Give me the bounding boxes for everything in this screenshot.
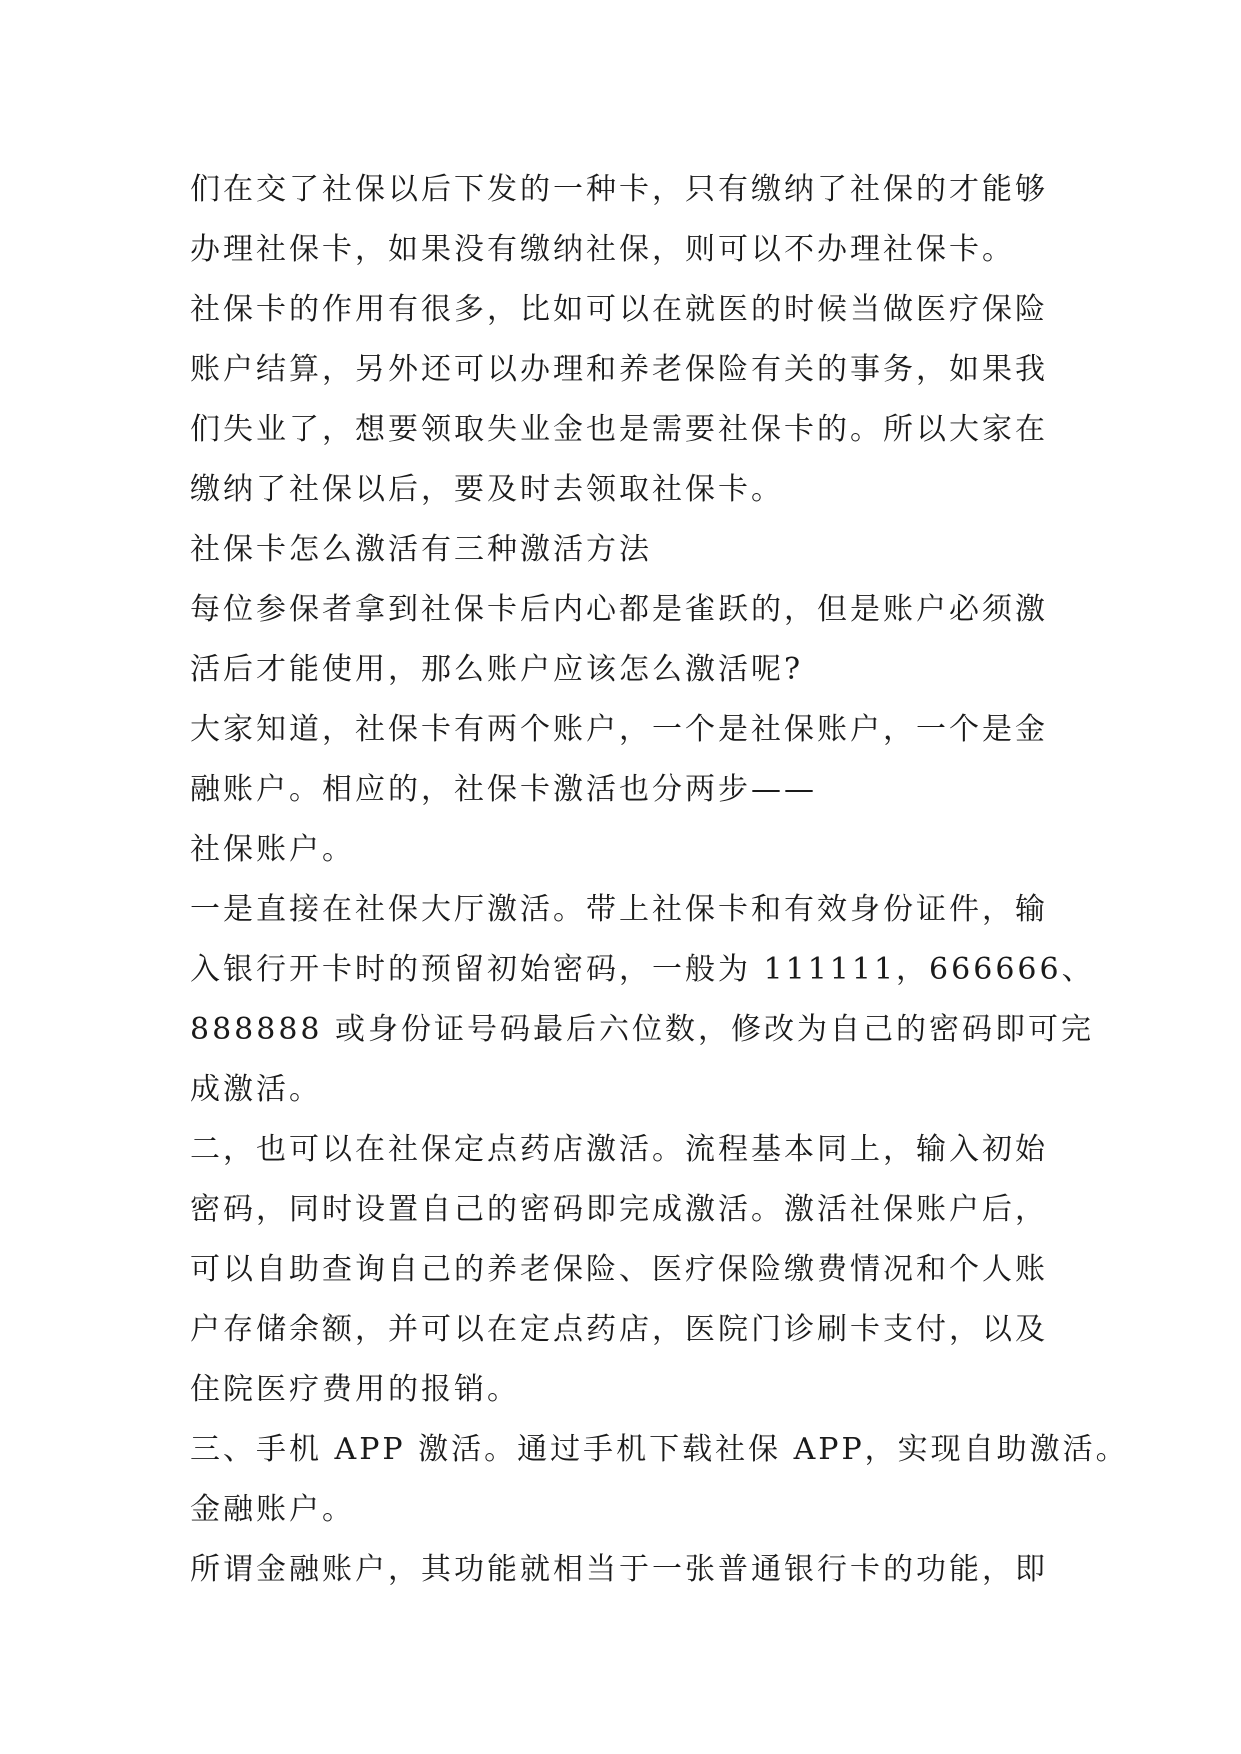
text-line: 入银行开卡时的预留初始密码，一般为 111111，666666、: [190, 952, 1095, 987]
subheading-financial-account: 金融账户。: [190, 1492, 355, 1527]
text-line: 888888 或身份证号码最后六位数，修改为自己的密码即可完: [190, 1012, 1095, 1047]
text-line: 所谓金融账户，其功能就相当于一张普通银行卡的功能，即: [190, 1552, 1048, 1587]
text-line: 活后才能使用，那么账户应该怎么激活呢?: [190, 652, 804, 687]
text-line: 可以自助查询自己的养老保险、医疗保险缴费情况和个人账: [190, 1252, 1048, 1287]
text-line: 缴纳了社保以后，要及时去领取社保卡。: [190, 472, 784, 507]
text-line: 密码，同时设置自己的密码即完成激活。激活社保账户后，: [190, 1192, 1048, 1227]
text-line: 户存储余额，并可以在定点药店，医院门诊刷卡支付，以及: [190, 1312, 1048, 1347]
text-line: 住院医疗费用的报销。: [190, 1372, 520, 1407]
document-body: [190, 160, 1129, 1600]
text-line: 三、手机 APP 激活。通过手机下载社保 APP，实现自助激活。: [190, 1432, 1129, 1467]
text-line: 每位参保者拿到社保卡后内心都是雀跃的，但是账户必须激: [190, 592, 1048, 627]
text-line: 账户结算，另外还可以办理和养老保险有关的事务，如果我: [190, 352, 1048, 387]
text-line: 办理社保卡，如果没有缴纳社保，则可以不办理社保卡。: [190, 232, 1015, 267]
section-heading: 社保卡怎么激活有三种激活方法: [190, 532, 652, 567]
text-line: 一是直接在社保大厅激活。带上社保卡和有效身份证件，输: [190, 892, 1048, 927]
subheading-social-account: 社保账户。: [190, 832, 355, 867]
text-line: 大家知道，社保卡有两个账户，一个是社保账户，一个是金: [190, 712, 1048, 747]
text-line: 们失业了，想要领取失业金也是需要社保卡的。所以大家在: [190, 412, 1048, 447]
text-line: 二，也可以在社保定点药店激活。流程基本同上，输入初始: [190, 1132, 1048, 1167]
text-line: 成激活。: [190, 1072, 322, 1107]
text-line: 们在交了社保以后下发的一种卡，只有缴纳了社保的才能够: [190, 172, 1048, 207]
text-line: 融账户。相应的，社保卡激活也分两步——: [190, 772, 817, 807]
text-line: 社保卡的作用有很多，比如可以在就医的时候当做医疗保险: [190, 292, 1048, 327]
